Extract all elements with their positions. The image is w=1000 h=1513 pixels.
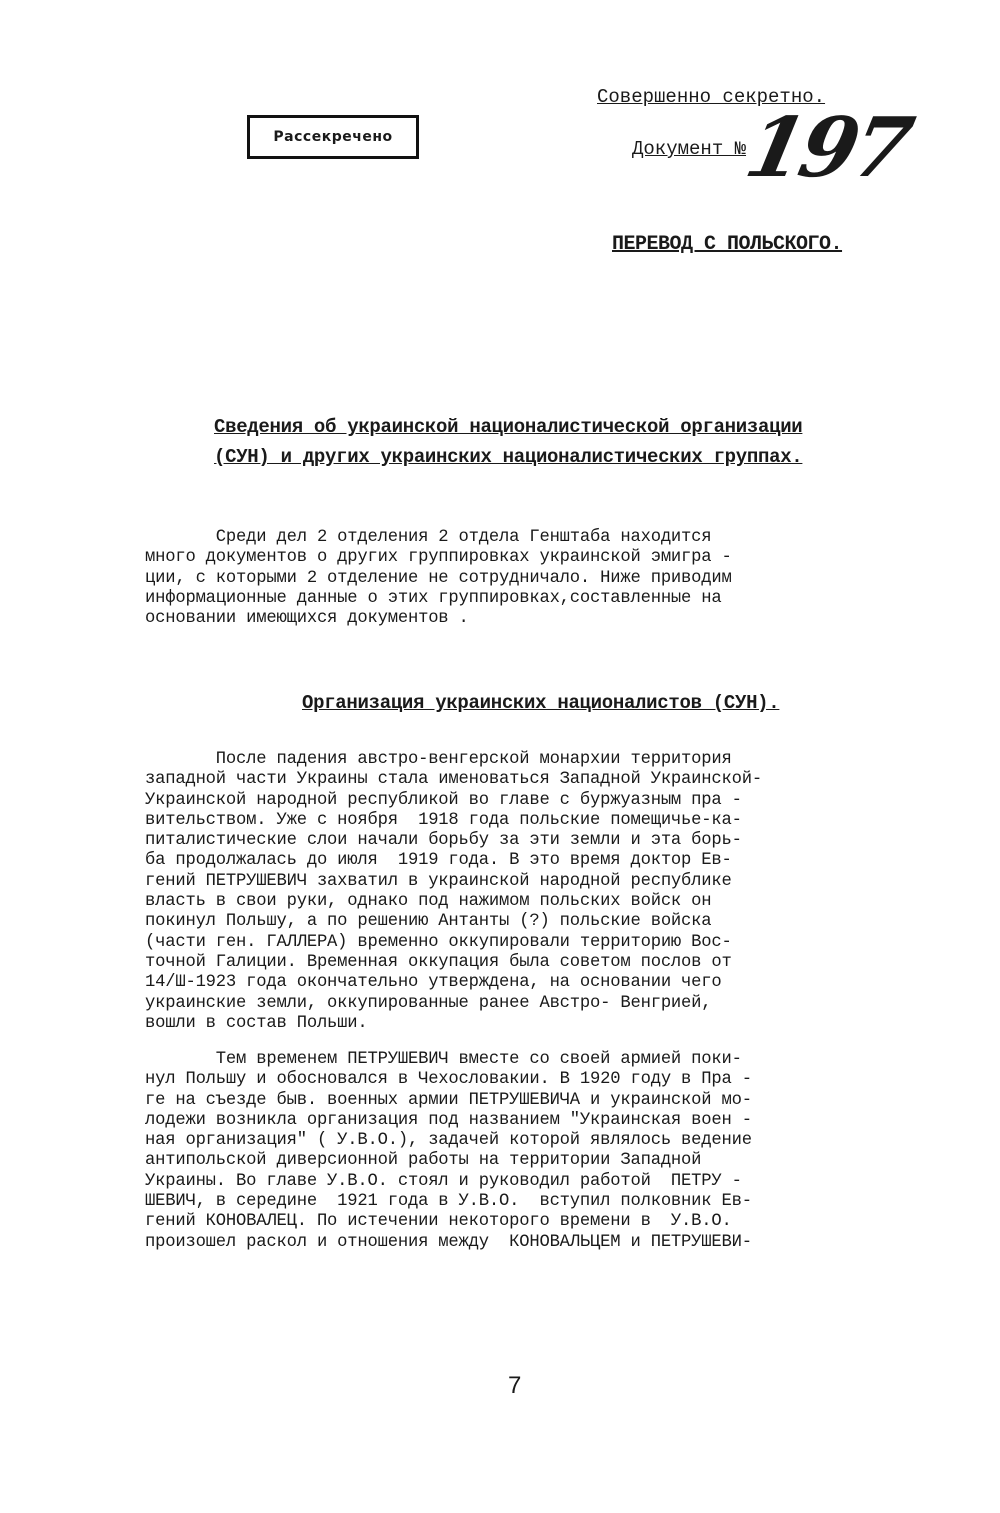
text-line: Украинской народной республикой во главе с буржуазным пра - [145,790,742,810]
text-line: точной Галиции. Временная оккупация была советом послов от [145,952,732,972]
text-line: питалистические слои начали борьбу за эти земли и эта борь- [145,831,742,851]
classification-label: Совершенно секретно. [597,86,826,108]
text-line: ции, с которыми 2 отделение не сотрудничало. Ниже приводим [145,568,732,588]
text-line: ге на съезде быв. военных армии ПЕТРУШЕВИЧА и украинской мо- [145,1090,752,1110]
text-line: основании имеющихся документов . [145,609,469,629]
text-line: 14/Ш-1923 года окончательно утверждена, на основании чего [145,973,722,993]
text-line: лодежи возникла организация под названием "Украинская воен - [145,1110,752,1130]
text-line: Тем временем ПЕТРУШЕВИЧ вместе со своей армией поки- [145,1050,742,1069]
text-line: власть в свои руки, однако под нажимом польских войск он [145,892,712,912]
translation-note: ПЕРЕВОД С ПОЛЬСКОГО. [612,233,843,256]
section-title: Организация украинских националистов (СУН). [302,692,780,714]
declassified-stamp: Рассекречено [247,115,419,159]
text-line: (части ген. ГАЛЛЕРА) временно оккупировали территорию Вос- [145,932,732,952]
text-line: нул Польшу и обосновался в Чехословакии. В 1920 году в Пра - [145,1070,752,1090]
text-line: ШЕВИЧ, в середине 1921 года в У.В.О. вступил полковник Ев- [145,1192,752,1212]
text-line: гений КОНОВАЛЕЦ. По истечении некоторого времени в У.В.О. [145,1212,732,1232]
page-number: 7 [508,1372,522,1399]
document-title-line-2: (СУН) и других украинских националистических группах. [214,446,803,468]
document-number-label: Документ № [632,138,747,160]
text-line: гений ПЕТРУШЕВИЧ захватил в украинской народной республике [145,871,732,891]
text-line: ба продолжалась до июля 1919 года. В это время доктор Ев- [145,851,732,871]
document-title-line-1: Сведения об украинской националистической организации [214,416,803,438]
handwritten-document-number: 197 [737,100,918,196]
text-line: Среди дел 2 отделения 2 отдела Генштаба находится [145,528,712,547]
body-paragraph-1 [145,750,870,1034]
text-line: информационные данные о этих группировках,составленные на [145,588,722,608]
document-title [214,412,894,472]
text-line: украинские земли, оккупированные ранее Австро- Венгрией, [145,993,712,1013]
text-line: западной части Украины стала именоваться Западной Украинской- [145,770,762,790]
text-line: вительством. Уже с ноября 1918 года польские помещичье-ка- [145,810,742,830]
text-line: После падения австро-венгерской монархии территория [145,750,732,769]
body-paragraph-2 [145,1050,870,1253]
text-line: вошли в состав Польши. [145,1013,368,1033]
intro-paragraph [145,528,870,629]
text-line: много документов о других группировках украинской эмигра - [145,548,732,568]
text-line: покинул Польшу, а по решению Антанты (?) польские войска [145,912,712,932]
text-line: ная организация" ( У.В.О.), задачей которой являлось ведение [145,1131,752,1151]
text-line: произошел раскол и отношения между КОНОВАЛЬЦЕМ и ПЕТРУШЕВИ- [145,1232,752,1252]
text-line: антипольской диверсионной работы на территории Западной [145,1151,702,1171]
text-line: Украины. Во главе У.В.О. стоял и руководил работой ПЕТРУ - [145,1171,742,1191]
